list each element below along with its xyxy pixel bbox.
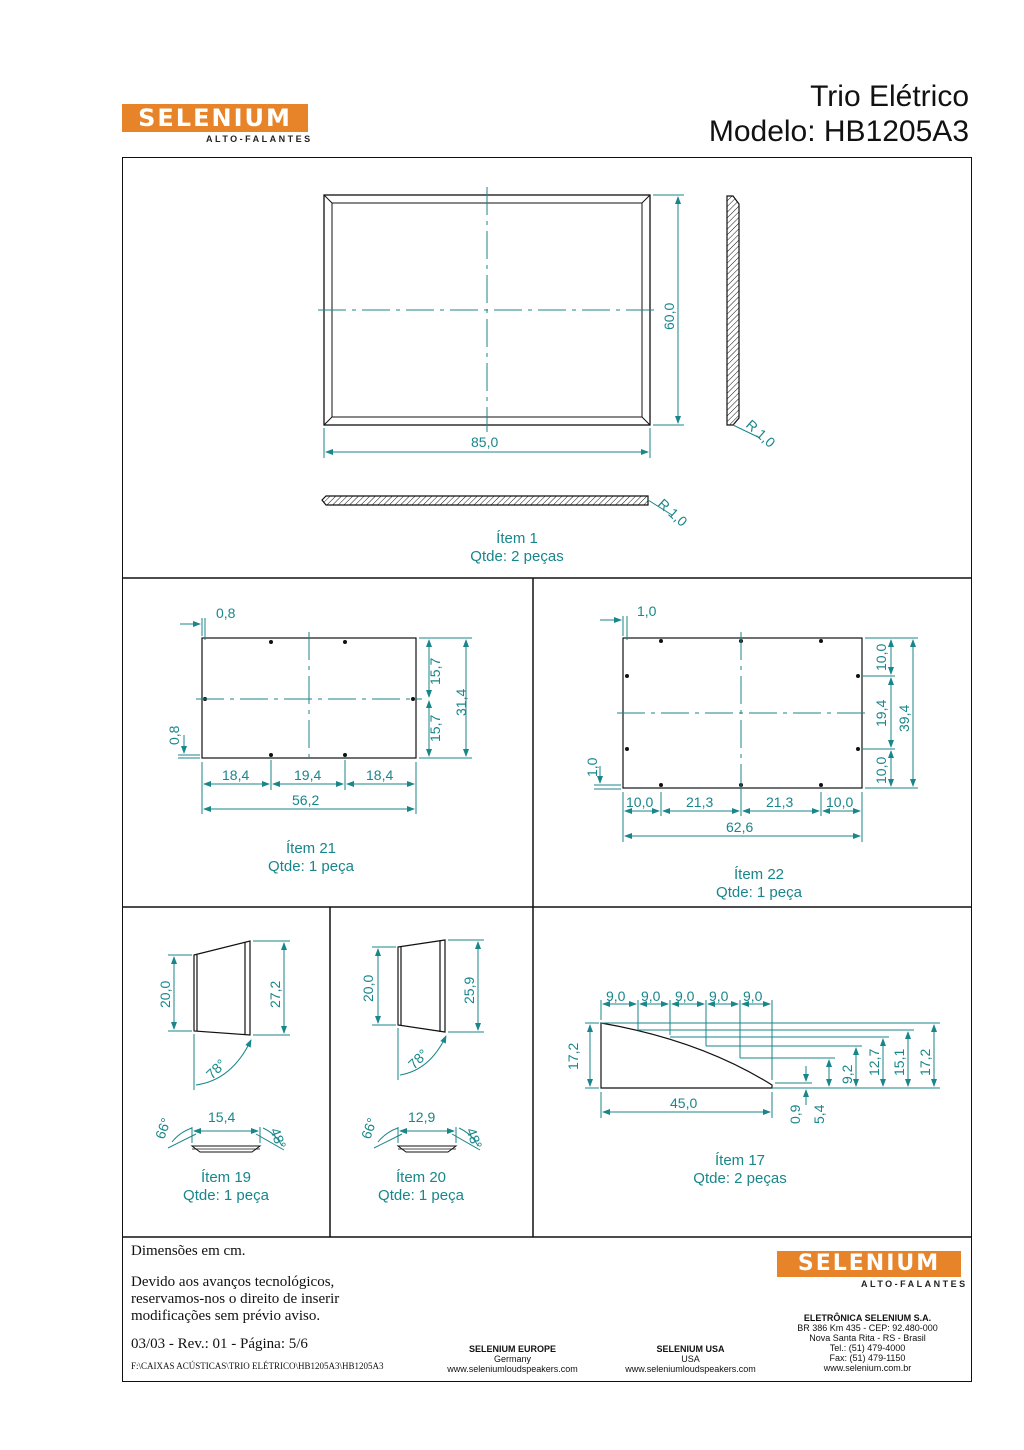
company-address-1: BR 386 Km 435 - CEP: 92.480-000 bbox=[797, 1323, 938, 1333]
item22-h2-label: 19,4 bbox=[873, 699, 889, 727]
item17-height2-label: 9,2 bbox=[839, 1064, 855, 1084]
item22-label: Ítem 22 bbox=[733, 866, 785, 883]
item1-height-label: 60,0 bbox=[661, 302, 677, 330]
item17-length-label: 45,0 bbox=[670, 1095, 698, 1111]
item22-offset-top-label: 1,0 bbox=[637, 603, 657, 619]
item17-dimensions bbox=[585, 1000, 940, 1118]
company-name: ELETRÔNICA SELENIUM S.A. bbox=[803, 1313, 932, 1323]
europe-country: Germany bbox=[493, 1354, 531, 1364]
item19-qty: Qtde: 1 peça bbox=[183, 1187, 269, 1204]
item21-caption bbox=[211, 840, 411, 876]
usa-country: USA bbox=[681, 1354, 700, 1364]
item21-label: Ítem 21 bbox=[285, 840, 337, 857]
item17-profile bbox=[601, 1023, 772, 1088]
item22-h3-label: 10,0 bbox=[873, 756, 889, 784]
europe-block bbox=[430, 1344, 595, 1374]
item20-angle-label: 78° bbox=[404, 1045, 432, 1073]
file-path: F:\CAIXAS ACÚSTICAS\TRIO ELÉTRICO\HB1205A3\HB1205A3 bbox=[131, 1361, 384, 1371]
item22-h1-label: 10,0 bbox=[873, 643, 889, 671]
item19-angle-left-label: 66° bbox=[151, 1115, 175, 1142]
item1-side-section bbox=[727, 196, 739, 425]
item17-step1-label: 9,0 bbox=[606, 988, 626, 1004]
item19-caption bbox=[126, 1169, 326, 1205]
item21-htotal-label: 31,4 bbox=[453, 688, 469, 716]
item21-wtotal-label: 56,2 bbox=[292, 792, 320, 808]
item1-radius-bottom-label: R 1,0 bbox=[654, 495, 691, 530]
item17-caption bbox=[640, 1152, 840, 1188]
company-address-2: Nova Santa Rita - RS - Brasil bbox=[809, 1333, 926, 1343]
disclaimer-note bbox=[131, 1274, 339, 1325]
item17-label: Ítem 17 bbox=[714, 1152, 766, 1169]
item1-bottom-section bbox=[322, 496, 648, 505]
item17-step2-label: 9,0 bbox=[641, 988, 661, 1004]
item17-qty: Qtde: 2 peças bbox=[693, 1170, 787, 1187]
item22-qty: Qtde: 1 peça bbox=[716, 884, 802, 901]
item19-profile bbox=[194, 941, 250, 1035]
item17-height3-label: 12,7 bbox=[866, 1048, 882, 1076]
item20-angle-left-label: 66° bbox=[357, 1115, 381, 1142]
item22-w3-label: 21,3 bbox=[766, 794, 794, 810]
item17-step5-label: 9,0 bbox=[743, 988, 763, 1004]
item21-h2-label: 15,7 bbox=[427, 714, 443, 742]
item19-h-left-label: 20,0 bbox=[157, 980, 173, 1008]
item19-angle-label: 78° bbox=[202, 1055, 230, 1083]
item20-caption bbox=[321, 1169, 521, 1205]
item17-step3-label: 9,0 bbox=[675, 988, 695, 1004]
item22-wtotal-label: 62,6 bbox=[726, 819, 754, 835]
item20-h-right-label: 25,9 bbox=[461, 976, 477, 1004]
europe-title: SELENIUM EUROPE bbox=[468, 1344, 556, 1354]
item21-w2-label: 19,4 bbox=[294, 767, 322, 783]
item21-offset-top-label: 0,8 bbox=[216, 605, 236, 621]
item20-bottom-width-label: 12,9 bbox=[408, 1109, 436, 1125]
item22-htotal-label: 39,4 bbox=[896, 704, 912, 732]
item21-w1-label: 18,4 bbox=[222, 767, 250, 783]
company-fax: Fax: (51) 479-1150 bbox=[829, 1353, 906, 1363]
item21-qty: Qtde: 1 peça bbox=[268, 858, 354, 875]
item20-profile bbox=[398, 940, 445, 1032]
item22-w1-label: 10,0 bbox=[626, 794, 654, 810]
brand-logo: SELENIUM bbox=[122, 104, 308, 132]
disclaimer-line-1: Devido aos avanços tecnológicos, bbox=[131, 1274, 335, 1290]
item20-h-left-label: 20,0 bbox=[360, 974, 376, 1002]
document-model: Modelo: HB1205A3 bbox=[708, 115, 969, 148]
item1-width-label: 85,0 bbox=[471, 434, 499, 450]
document-title: Trio Elétrico bbox=[810, 80, 969, 113]
item22-caption bbox=[659, 866, 859, 902]
company-block bbox=[780, 1313, 955, 1373]
item1-caption bbox=[417, 530, 617, 566]
item20-angle-right-label: 48° bbox=[463, 1125, 486, 1151]
brand-logo-subtitle: ALTO-FALANTES bbox=[206, 134, 313, 144]
item17-height0-label: 0,9 bbox=[787, 1104, 803, 1124]
item19-h-right-label: 27,2 bbox=[267, 980, 283, 1008]
units-note: Dimensões em cm. bbox=[131, 1243, 246, 1259]
item19-bottom-width-label: 15,4 bbox=[208, 1109, 236, 1125]
item17-height5-label: 17,2 bbox=[917, 1048, 933, 1076]
item1-qty: Qtde: 2 peças bbox=[470, 548, 564, 565]
europe-url[interactable]: www.seleniumloudspeakers.com bbox=[447, 1364, 578, 1374]
disclaimer-line-3: modificações sem prévio aviso. bbox=[131, 1308, 321, 1324]
revision-info: 03/03 - Rev.: 01 - Página: 5/6 bbox=[131, 1336, 308, 1352]
footer-brand-logo: SELENIUM bbox=[777, 1251, 961, 1277]
item19-label: Ítem 19 bbox=[200, 1169, 252, 1186]
item17-step4-label: 9,0 bbox=[709, 988, 729, 1004]
item21-h1-label: 15,7 bbox=[427, 657, 443, 685]
disclaimer-line-2: reservamos-nos o direito de inserir bbox=[131, 1291, 340, 1307]
item17-height1-label: 5,4 bbox=[811, 1104, 827, 1124]
item21-offset-left-label: 0,8 bbox=[166, 725, 182, 745]
usa-block bbox=[608, 1344, 773, 1374]
item22-offset-left-label: 1,0 bbox=[584, 757, 600, 777]
item22-w2-label: 21,3 bbox=[686, 794, 714, 810]
section-dividers bbox=[122, 578, 972, 1237]
item22-w4-label: 10,0 bbox=[826, 794, 854, 810]
company-site[interactable]: www.selenium.com.br bbox=[823, 1363, 912, 1373]
item17-h-left-label: 17,2 bbox=[565, 1042, 581, 1070]
item1-radius-side-label: R 1,0 bbox=[742, 416, 779, 451]
usa-title: SELENIUM USA bbox=[656, 1344, 725, 1354]
item17-height4-label: 15,1 bbox=[891, 1048, 907, 1076]
item1-drawing bbox=[318, 187, 760, 515]
item19-angle-right-label: 48° bbox=[267, 1125, 290, 1151]
item17-drawing bbox=[601, 1023, 772, 1088]
item20-qty: Qtde: 1 peça bbox=[378, 1187, 464, 1204]
item21-w3-label: 18,4 bbox=[366, 767, 394, 783]
company-tel: Tel.: (51) 479-4000 bbox=[829, 1343, 906, 1353]
item20-label: Ítem 20 bbox=[395, 1169, 447, 1186]
item1-label: Ítem 1 bbox=[496, 530, 538, 547]
usa-url[interactable]: www.seleniumloudspeakers.com bbox=[625, 1364, 756, 1374]
footer-brand-subtitle: ALTO-FALANTES bbox=[861, 1279, 968, 1289]
